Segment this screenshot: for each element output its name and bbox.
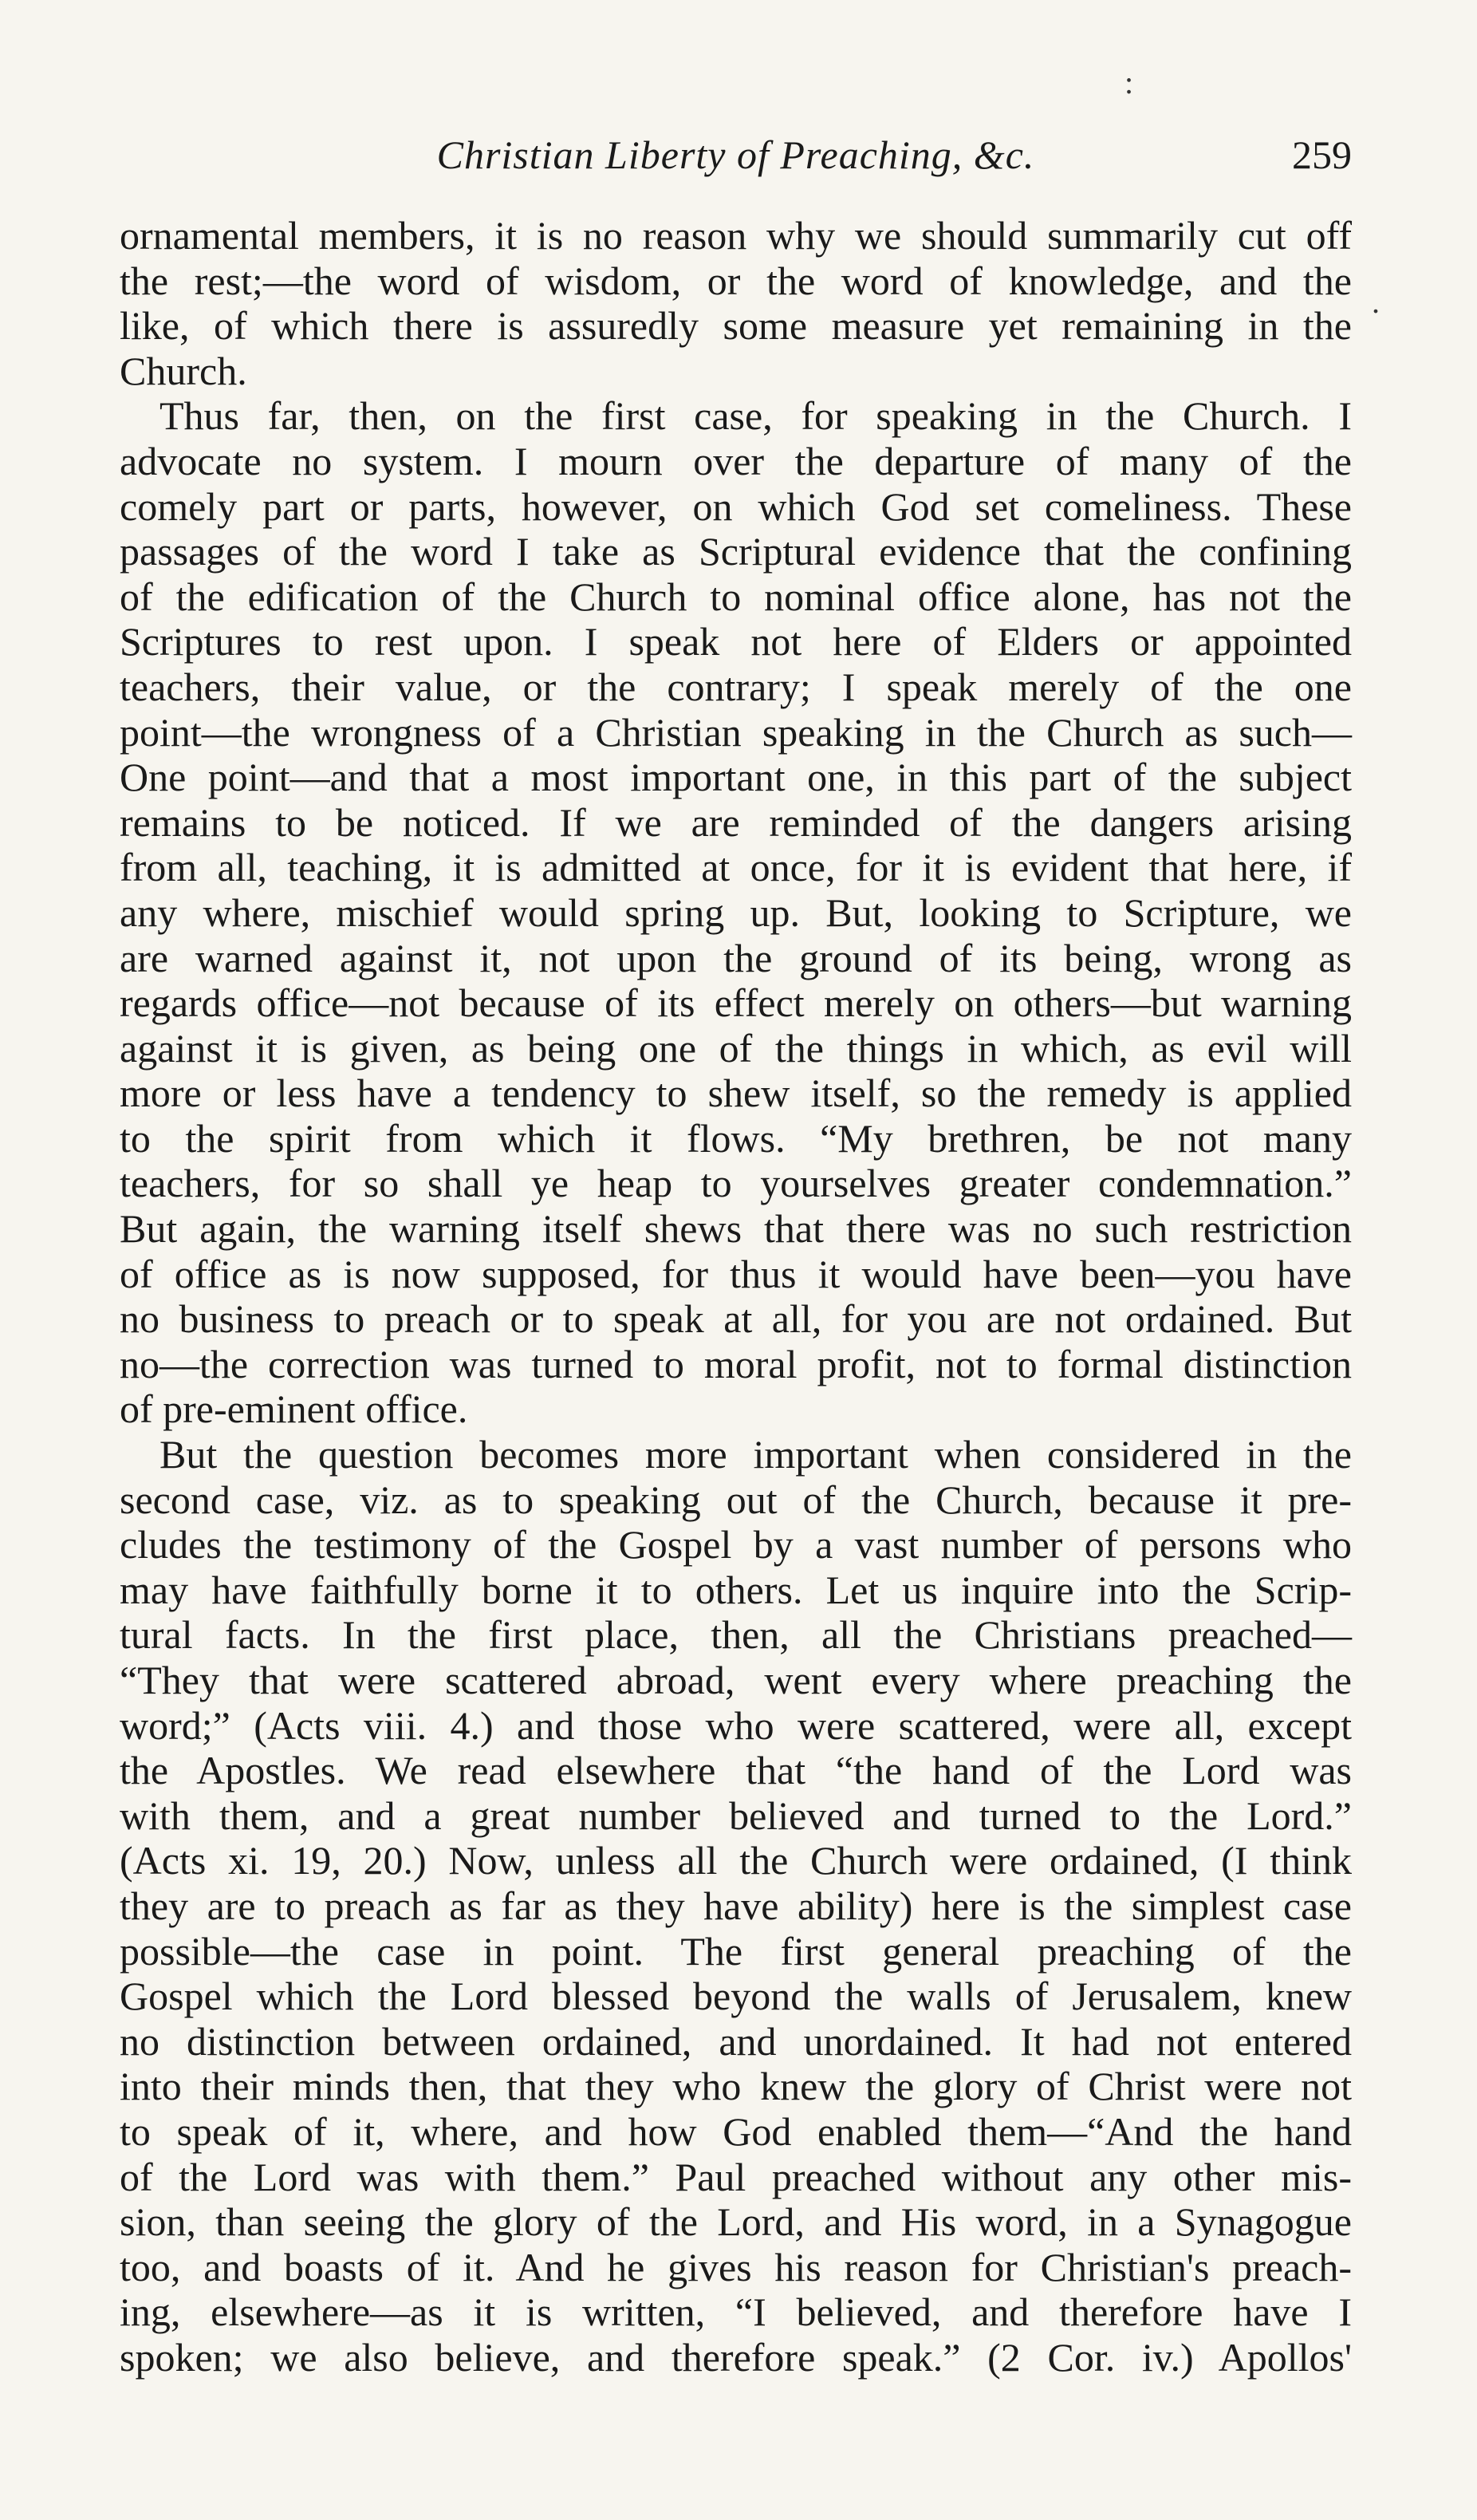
text-line: ornamental members, it is no reason why we should summarily cut off [120, 213, 1352, 258]
text-line: into their minds then, that they who knew the glory of Christ were not [120, 2064, 1352, 2109]
text-line: any where, mischief would spring up. But, looking to Scripture, we [120, 889, 1352, 935]
body-text [120, 213, 1352, 2380]
text-line: are warned against it, not upon the ground of its being, wrong as [120, 935, 1352, 980]
text-line: ing, elsewhere—as it is written, “I believed, and therefore have I [120, 2289, 1352, 2335]
text-line: remains to be noticed. If we are reminded of the dangers arising [120, 799, 1352, 845]
text-line: of the edification of the Church to nominal office alone, has not the [120, 574, 1352, 619]
text-line: But again, the warning itself shews that there was no such restriction [120, 1206, 1352, 1252]
text-line: of office as is now supposed, for thus it would have been—you have [120, 1251, 1352, 1296]
text-line: (Acts xi. 19, 20.) Now, unless all the Church were ordained, (I think [120, 1838, 1352, 1883]
text-line: Scriptures to rest upon. I speak not here of Elders or appointed [120, 619, 1352, 665]
text-line: possible—the case in point. The first general preaching of the [120, 1928, 1352, 1974]
text-line: Church. [120, 348, 247, 393]
page-header [120, 132, 1352, 195]
text-line: teachers, their value, or the contrary; I speak merely of the one [120, 664, 1352, 709]
running-title: Christian Liberty of Preaching, &c. [436, 132, 1035, 177]
text-line: sion, than seeing the glory of the Lord, and His word, in a Synagogue [120, 2199, 1352, 2245]
text-line: point—the wrongness of a Christian speaking in the Church as such— [120, 709, 1352, 755]
page-number: 259 [1292, 132, 1352, 177]
text-line: from all, teaching, it is admitted at once, for it is evident that here, if [120, 845, 1352, 890]
text-line: of the Lord was with them.” Paul preached without any other mis- [120, 2154, 1352, 2199]
text-line: Thus far, then, on the first case, for speaking in the Church. I [160, 393, 1352, 439]
text-line: too, and boasts of it. And he gives his reason for Christian's preach- [120, 2244, 1352, 2289]
text-line: no—the correction was turned to moral profit, not to formal distinction [120, 1341, 1352, 1386]
text-line: But the question becomes more important when considered in the [160, 1432, 1352, 1477]
text-line: more or less have a tendency to shew itself, so the remedy is applied [120, 1071, 1352, 1116]
margin-mark-top: : [1124, 65, 1134, 101]
text-line: comely part or parts, however, on which God set comeliness. These [120, 483, 1352, 529]
text-line: no business to preach or to speak at all, for you are not ordained. But [120, 1296, 1352, 1342]
text-line: second case, viz. as to speaking out of the Church, because it pre- [120, 1477, 1352, 1522]
text-line: of pre-eminent office. [120, 1386, 468, 1432]
text-line: regards office—not because of its effect merely on others—but warning [120, 980, 1352, 1026]
text-line: with them, and a great number believed and turned to the Lord.” [120, 1792, 1352, 1838]
text-line: passages of the word I take as Scriptural evidence that the confining [120, 529, 1352, 574]
text-line: teachers, for so shall ye heap to yourselves greater condemnation.” [120, 1161, 1352, 1206]
text-line: the rest;—the word of wisdom, or the word of knowledge, and the [120, 258, 1352, 303]
text-line: tural facts. In the first place, then, all the Christians preached— [120, 1612, 1352, 1658]
text-line: to the spirit from which it flows. “My brethren, be not many [120, 1115, 1352, 1161]
text-line: Gospel which the Lord blessed beyond the walls of Jerusalem, knew [120, 1974, 1352, 2019]
text-line: may have faithfully borne it to others. Let us inquire into the Scrip- [120, 1567, 1352, 1612]
text-line: advocate no system. I mourn over the departure of many of the [120, 438, 1352, 483]
text-line: against it is given, as being one of the things in which, as evil will [120, 1025, 1352, 1071]
margin-mark-right: . [1372, 284, 1380, 320]
text-line: “They that were scattered abroad, went every where preaching the [120, 1658, 1352, 1702]
text-line: word;” (Acts viii. 4.) and those who were scattered, were all, except [120, 1702, 1352, 1748]
text-line: One point—and that a most important one, in this part of the subject [120, 755, 1352, 800]
book-page [120, 132, 1352, 2380]
text-line: spoken; we also believe, and therefore speak.” (2 Cor. iv.) Apollos' [120, 2334, 1352, 2380]
text-line: to speak of it, where, and how God enabled them—“And the hand [120, 2108, 1352, 2154]
text-line: like, of which there is assuredly some measure yet remaining in the [120, 303, 1352, 349]
text-line: cludes the testimony of the Gospel by a vast number of persons who [120, 1522, 1352, 1568]
text-line: they are to preach as far as they have ability) here is the simplest case [120, 1883, 1352, 1928]
text-line: the Apostles. We read elsewhere that “the hand of the Lord was [120, 1748, 1352, 1793]
text-line: no distinction between ordained, and unordained. It had not entered [120, 2018, 1352, 2064]
